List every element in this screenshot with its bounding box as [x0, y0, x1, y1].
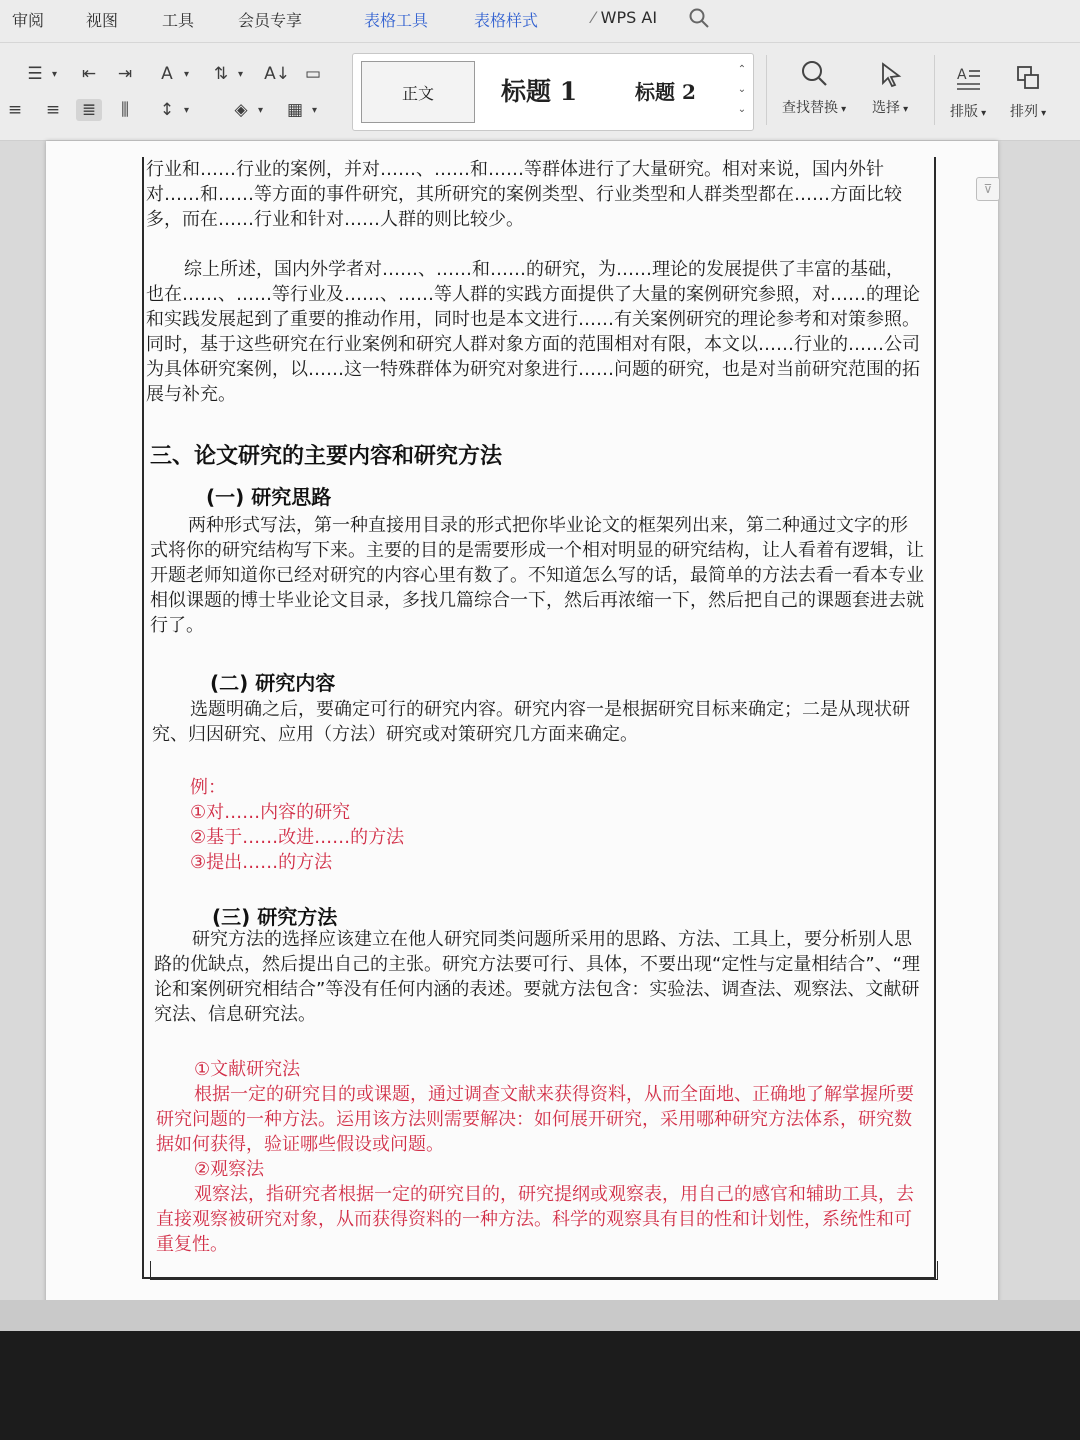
tab-tools[interactable]: 工具: [162, 11, 195, 30]
find-replace-label: 查找替换 ▾: [782, 97, 846, 117]
paragraph-literature-1: 行业和……行业的案例，并对……、……和……等群体进行了大量研究。相对来说，国内外针对……和……等方面的事件研究，其所研究的案例类型、行业类型和人群类型都在……方面比较多，而在……行业和针对……人群的则比较少。: [146, 159, 902, 230]
tab-review[interactable]: 审阅: [12, 11, 45, 30]
ribbon-toolbar: [0, 43, 1080, 141]
distribute-icon[interactable]: ⫼: [121, 100, 129, 120]
subsection-2-heading: (二) 研究内容: [210, 671, 336, 695]
tab-view[interactable]: 视图: [86, 11, 119, 30]
layout-icon: [953, 63, 983, 93]
subsection-3-heading: (三) 研究方法: [212, 905, 338, 929]
style-gallery-scroll[interactable]: ⌃ ⌄ ⌄: [737, 64, 747, 115]
menu-bar: [0, 0, 1080, 43]
tab-wps-ai-label: WPS AI: [600, 8, 658, 27]
tab-wps-ai[interactable]: [592, 8, 657, 27]
section-3-heading: 三、论文研究的主要内容和研究方法: [150, 444, 503, 469]
subsection-2-text: 选题明确之后，要确定可行的研究内容。研究内容一是根据研究目标来确定；二是从现状研究、归因研究、应用（方法）研究或对策研究几方面来确定。: [152, 699, 910, 745]
subsection-1-text: 两种形式写法，第一种直接用目录的形式把你毕业论文的框架列出来，第二种通过文字的形式将你的研究结构写下来。主要的目的是需要形成一个相对明显的研究结构，让人看着有逻辑，让开题老师知道你已经对研究的内容心里有数了。不知道怎么写的话，最简单的方法去看一看本专业相似课题的博士毕业论文目录，多找几篇综合一下，然后再浓缩一下，然后把自己的课题套进去就行了。: [150, 515, 924, 636]
border-icon[interactable]: ▦ ▾: [282, 99, 308, 121]
style-heading-1[interactable]: 标题 1: [501, 77, 578, 106]
document-page[interactable]: [46, 141, 998, 1331]
sort-icon[interactable]: ⇅ ▾: [208, 63, 234, 85]
arrange-button[interactable]: [1010, 63, 1046, 121]
example-item: ①对……内容的研究: [190, 802, 351, 823]
status-strip: [0, 1300, 1080, 1331]
style-gallery: [352, 53, 754, 131]
method-2-title: ②观察法: [194, 1159, 265, 1180]
layout-button[interactable]: [950, 63, 986, 121]
monitor-bezel: [0, 1331, 1080, 1440]
subsection-1-heading: (一) 研究思路: [206, 485, 332, 509]
table-frame-outer: [150, 1261, 938, 1280]
style-heading-2[interactable]: 标题 2: [635, 80, 696, 104]
text-direction-icon[interactable]: A ▾: [154, 63, 180, 85]
layout-label: 排版 ▾: [950, 101, 986, 121]
select-label: 选择 ▾: [872, 97, 908, 117]
example-item: ③提出……的方法: [190, 852, 333, 873]
example-item: ②基于……改进……的方法: [190, 827, 405, 848]
align-center-icon[interactable]: ≡: [45, 100, 61, 120]
bullet-list-icon[interactable]: ☰ ▾: [22, 63, 48, 85]
align-left-icon[interactable]: ≡: [7, 100, 23, 120]
arrange-label: 排列 ▾: [1010, 101, 1046, 121]
document-area: [0, 141, 1080, 1331]
example-label: 例：: [190, 777, 226, 798]
tab-table-style[interactable]: 表格样式: [474, 11, 539, 30]
subsection-3-text: 研究方法的选择应该建立在他人研究同类问题所采用的思路、方法、工具上，要分析别人思路的优缺点，然后提出自己的主张。研究方法要可行、具体，不要出现“定性与定量相结合”、“理论和案例研究相结合”等没有任何内涵的表述。要就方法包含：实验法、调查法、观察法、文献研究法、信息研究法。: [154, 929, 920, 1025]
increase-indent-icon[interactable]: ⇥: [117, 64, 133, 84]
shading-icon[interactable]: ◈ ▾: [228, 99, 254, 121]
cursor-arrow-icon: [875, 59, 905, 89]
ribbon-divider: [766, 55, 767, 125]
style-normal[interactable]: 正文: [361, 61, 475, 123]
search-icon[interactable]: [688, 7, 710, 29]
svg-text:A: A: [957, 67, 967, 83]
sort-az-icon[interactable]: A↓: [264, 64, 290, 84]
method-2-text: 观察法，指研究者根据一定的研究目的，研究提纲或观察表，用自己的感官和辅助工具，去直接观察被研究对象，从而获得资料的一种方法。科学的观察具有目的性和计划性，系统性和可重复性。: [156, 1184, 914, 1255]
tab-table-tools[interactable]: 表格工具: [364, 11, 429, 30]
paragraph-summary: 综上所述，国内外学者对……、……和……的研究，为……理论的发展提供了丰富的基础，也在……、……等行业及……、……等人群的实践方面提供了大量的案例研究参照，对……的理论和实践发展起到了重要的推动作用，同时也是本文进行……有关案例研究的理论参考和对策参照。同时，基于这些研究在行业案例和研究人群对象方面的范围相对有限，本文以……行业的……公司为具体研究案例，以……这一特殊群体为研究对象进行……问题的研究，也是对当前研究范围的拓展与补充。: [146, 259, 920, 405]
method-1-title: ①文献研究法: [194, 1059, 301, 1080]
find-replace-button[interactable]: [782, 59, 846, 117]
line-spacing-icon[interactable]: ↕ ▾: [154, 99, 180, 121]
show-marks-icon[interactable]: ▭: [304, 64, 322, 84]
method-1-text: 根据一定的研究目的或课题，通过调查文献来获得资料，从而全面地、正确地了解掌握所要研究问题的一种方法。运用该方法则需要解决：如何展开研究，采用哪种研究方法体系，研究数据如何获得，验证哪些假设或问题。: [156, 1084, 914, 1155]
ribbon-divider: [934, 55, 935, 125]
magnifier-icon: [799, 59, 829, 89]
arrange-icon: [1013, 63, 1043, 93]
decrease-indent-icon[interactable]: ⇤: [81, 64, 97, 84]
justify-icon[interactable]: ≣: [76, 99, 102, 121]
tab-member[interactable]: 会员专享: [238, 11, 303, 30]
select-button[interactable]: [872, 59, 908, 117]
wps-ai-icon: ⁄: [592, 8, 595, 27]
collapse-panel-icon[interactable]: ⊽: [976, 177, 1000, 201]
